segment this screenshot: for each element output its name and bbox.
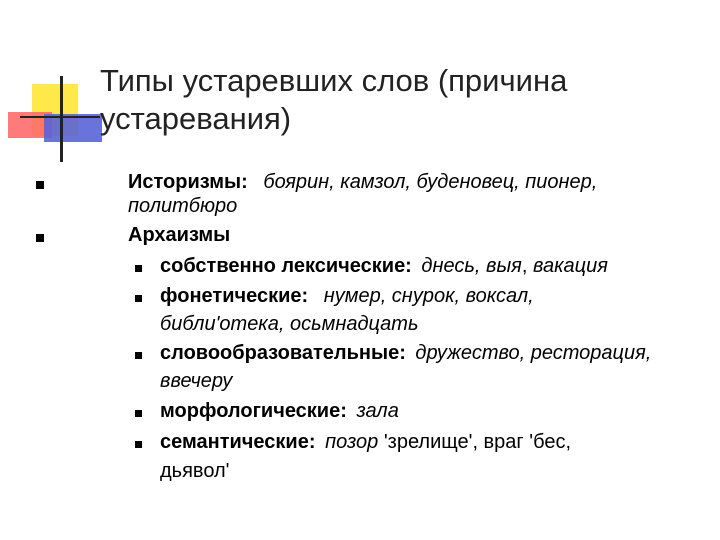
sub-bullet-icon: [135, 295, 142, 302]
subitem-gloss-continued: дьявол': [160, 460, 230, 482]
item-examples-continued: политбюро: [128, 195, 238, 217]
subitem-semantic: [160, 430, 571, 454]
subitem-morphological: [160, 399, 399, 423]
bullet-icon: [36, 181, 44, 189]
subitem-examples: нумер, снурок, воксал,: [323, 285, 534, 307]
blue-rectangle-decoration: [44, 114, 102, 142]
subitem-term: собственно лексические:: [160, 255, 412, 277]
subitem-phonetic: [160, 284, 534, 308]
item-term: Архаизмы: [128, 224, 231, 246]
subitem-derivational: [160, 341, 651, 365]
sub-bullet-icon: [135, 352, 142, 359]
subitem-examples-continued: ввечеру: [160, 370, 233, 392]
subitem-lexical: [160, 254, 608, 278]
sub-bullet-icon: [135, 265, 142, 272]
subitem-examples: днесь, выя: [421, 255, 522, 277]
list-item-historisms: [128, 170, 597, 194]
slide-title: Типы устаревших слов (причина устаревания): [100, 63, 568, 136]
corner-decoration: [0, 0, 110, 170]
subitem-term: семантические:: [160, 431, 316, 453]
horizontal-line-decoration: [20, 116, 100, 118]
subitem-examples: позор: [325, 431, 379, 453]
item-term: Историзмы:: [128, 171, 248, 193]
bullet-icon: [36, 234, 44, 242]
list-item-archaisms: [128, 223, 230, 247]
subitem-examples: зала: [356, 400, 399, 422]
item-examples: боярин, камзол, буденовец, пионер,: [263, 171, 598, 193]
subitem-term: морфологические:: [160, 400, 347, 422]
subitem-gloss: 'зрелище', враг 'бес,: [383, 431, 572, 453]
sub-bullet-icon: [135, 441, 142, 448]
sub-bullet-icon: [135, 410, 142, 417]
subitem-term: фонетические:: [160, 285, 309, 307]
subitem-separator: ,: [521, 255, 528, 277]
subitem-term: словообразовательные:: [160, 342, 406, 364]
vertical-line-decoration: [60, 76, 63, 162]
subitem-examples-continued: библи'отека, осьмнадцать: [160, 313, 419, 335]
subitem-examples: дружество, ресторация,: [415, 342, 652, 364]
subitem-examples-extra: вакация: [532, 255, 608, 277]
